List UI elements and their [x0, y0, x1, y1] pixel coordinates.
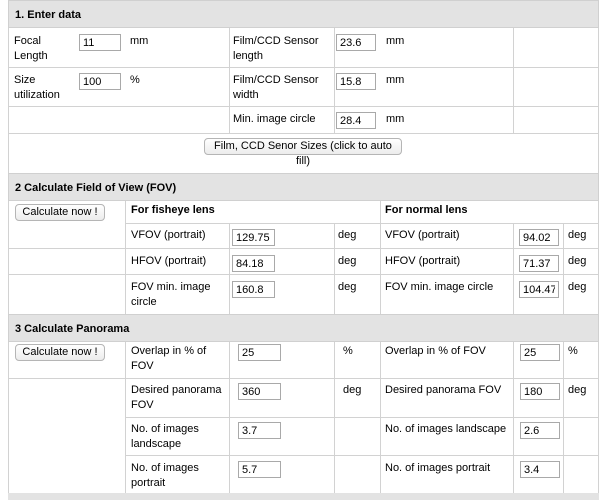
- section3-header: [8, 314, 599, 342]
- divider: [513, 223, 514, 314]
- fisheye-fov-circle-input[interactable]: [232, 281, 275, 298]
- fisheye-overlap-input[interactable]: [238, 344, 281, 361]
- section1-title: 1. Enter data: [15, 9, 82, 21]
- focal-length-unit: mm: [130, 35, 149, 47]
- section2-header: [8, 173, 599, 201]
- normal-fov-circle-label: FOV min. image circle: [385, 281, 494, 293]
- fisheye-overlap-label: Overlap in % of FOV: [131, 345, 207, 372]
- divider: [563, 223, 564, 314]
- normal-fov-circle-unit: deg: [568, 281, 587, 293]
- normal-images-landscape-label: No. of images landscape: [385, 423, 507, 435]
- section2-title: 2 Calculate Field of View (FOV): [15, 182, 177, 194]
- normal-overlap-input[interactable]: [520, 344, 560, 361]
- divider: [125, 417, 599, 418]
- fisheye-desired-fov-input[interactable]: [238, 383, 281, 400]
- sensor-length-label: Film/CCD Sensor length: [233, 35, 319, 62]
- focal-length-label: Focal Length: [14, 35, 48, 62]
- normal-images-landscape-input[interactable]: [520, 422, 560, 439]
- fisheye-header: For fisheye lens: [131, 204, 215, 216]
- sensor-length-input[interactable]: [336, 34, 376, 51]
- size-utilization-input[interactable]: [79, 73, 121, 90]
- divider: [513, 28, 514, 133]
- normal-overlap-unit: %: [568, 345, 578, 357]
- divider: [8, 248, 599, 249]
- divider: [8, 67, 599, 68]
- size-utilization-unit: %: [130, 74, 140, 86]
- fisheye-hfov-unit: deg: [338, 255, 357, 267]
- size-utilization-label: Size utilization: [14, 74, 60, 101]
- calculate-fov-button[interactable]: Calculate now !: [15, 204, 105, 221]
- fov-calculator-panel: [8, 0, 599, 500]
- normal-hfov-unit: deg: [568, 255, 587, 267]
- fisheye-images-portrait-input[interactable]: [238, 461, 281, 478]
- section1-header: [8, 0, 599, 28]
- fisheye-desired-fov-unit: deg: [343, 384, 362, 396]
- fisheye-vfov-unit: deg: [338, 229, 357, 241]
- normal-desired-fov-input[interactable]: [520, 383, 560, 400]
- fisheye-images-landscape-label: No. of images landscape: [131, 423, 199, 450]
- min-image-circle-label: Min. image circle: [233, 113, 316, 125]
- fisheye-fov-circle-label: FOV min. image circle: [131, 281, 211, 308]
- divider: [8, 378, 599, 379]
- divider: [229, 223, 230, 314]
- normal-desired-fov-label: Desired panorama FOV: [385, 384, 502, 396]
- divider: [8, 133, 599, 134]
- normal-desired-fov-unit: deg: [568, 384, 587, 396]
- normal-header: For normal lens: [385, 204, 468, 216]
- fisheye-hfov-label: HFOV (portrait): [131, 255, 207, 267]
- sensor-width-label: Film/CCD Sensor width: [233, 74, 319, 101]
- divider: [8, 274, 599, 275]
- fisheye-fov-circle-unit: deg: [338, 281, 357, 293]
- min-image-circle-unit: mm: [386, 113, 405, 125]
- fisheye-images-landscape-input[interactable]: [238, 422, 281, 439]
- normal-hfov-label: HFOV (portrait): [385, 255, 461, 267]
- focal-length-input[interactable]: [79, 34, 121, 51]
- normal-hfov-input[interactable]: [519, 255, 559, 272]
- divider: [8, 106, 599, 107]
- divider: [125, 201, 126, 314]
- fisheye-vfov-input[interactable]: [232, 229, 275, 246]
- normal-fov-circle-input[interactable]: [519, 281, 559, 298]
- divider: [380, 201, 381, 314]
- divider: [334, 223, 335, 314]
- divider: [334, 28, 335, 133]
- divider: [8, 28, 9, 173]
- bottom-bar: [8, 493, 599, 500]
- fisheye-vfov-label: VFOV (portrait): [131, 229, 206, 241]
- fisheye-desired-fov-label: Desired panorama FOV: [131, 384, 222, 411]
- divider: [125, 455, 599, 456]
- normal-vfov-unit: deg: [568, 229, 587, 241]
- divider: [8, 342, 9, 493]
- sensor-length-unit: mm: [386, 35, 405, 47]
- divider: [229, 28, 230, 133]
- normal-vfov-label: VFOV (portrait): [385, 229, 460, 241]
- fisheye-hfov-input[interactable]: [232, 255, 275, 272]
- calculate-panorama-button[interactable]: Calculate now !: [15, 344, 105, 361]
- section3-title: 3 Calculate Panorama: [15, 323, 130, 335]
- normal-images-portrait-input[interactable]: [520, 461, 560, 478]
- normal-overlap-label: Overlap in % of FOV: [385, 345, 486, 357]
- fisheye-images-portrait-label: No. of images portrait: [131, 462, 199, 489]
- divider: [125, 223, 599, 224]
- sensor-sizes-autofill-button[interactable]: Film, CCD Senor Sizes (click to auto fill): [204, 138, 402, 155]
- min-image-circle-input[interactable]: [336, 112, 376, 129]
- normal-images-portrait-label: No. of images portrait: [385, 462, 491, 474]
- divider: [8, 201, 9, 314]
- sensor-width-input[interactable]: [336, 73, 376, 90]
- sensor-width-unit: mm: [386, 74, 405, 86]
- normal-vfov-input[interactable]: [519, 229, 559, 246]
- fisheye-overlap-unit: %: [343, 345, 353, 357]
